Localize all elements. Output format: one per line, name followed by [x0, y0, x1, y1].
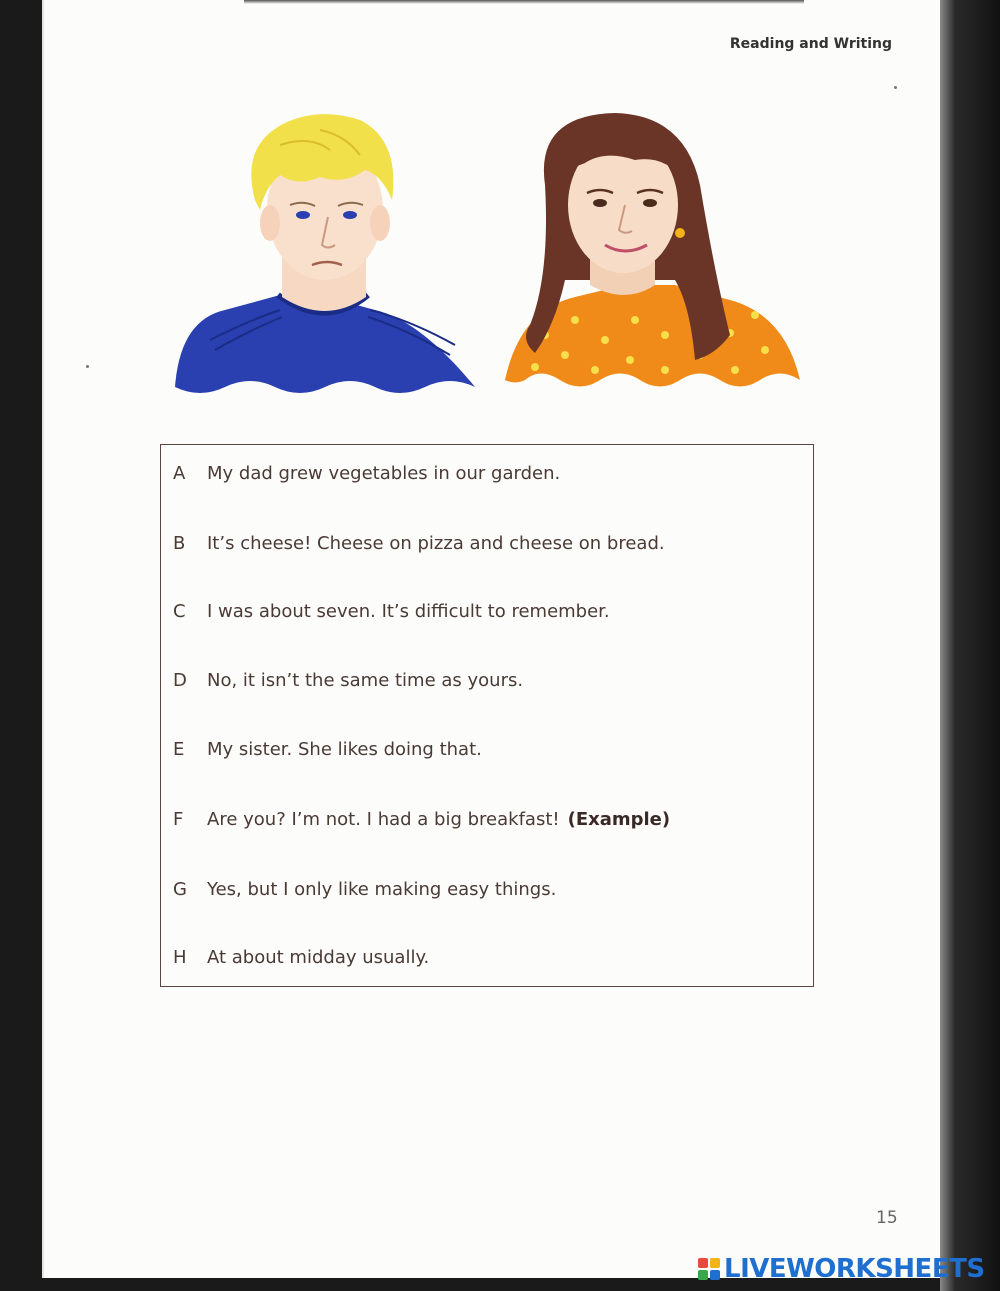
option-c[interactable]	[173, 596, 610, 626]
option-text: Yes, but I only like making easy things.	[207, 878, 557, 900]
option-letter: H	[173, 946, 187, 968]
section-title: Reading and Writing	[729, 36, 892, 52]
option-letter: A	[173, 462, 186, 484]
brand-name: LIVEWORKSHEETS	[724, 1254, 985, 1284]
scan-speck	[894, 86, 897, 89]
option-e[interactable]	[173, 734, 482, 764]
option-text: No, it isn’t the same time as yours.	[207, 669, 524, 691]
example-tag: (Example)	[567, 808, 671, 830]
logo-grid-icon	[698, 1258, 720, 1280]
option-text: At about midday usually.	[207, 946, 430, 968]
page-number: 15	[876, 1208, 898, 1228]
option-letter: G	[173, 878, 187, 900]
option-a[interactable]	[173, 458, 560, 488]
option-d[interactable]	[173, 665, 523, 695]
option-letter: E	[173, 738, 185, 760]
option-text: It’s cheese! Cheese on pizza and cheese on bread.	[207, 532, 665, 554]
scan-shadow	[244, 0, 804, 4]
option-letter: B	[173, 532, 186, 554]
option-letter: D	[173, 669, 187, 691]
option-g[interactable]	[173, 874, 556, 904]
scan-speck	[86, 365, 89, 368]
girl-illustration	[505, 113, 800, 387]
option-letter: F	[173, 808, 184, 830]
option-b[interactable]	[173, 528, 665, 558]
option-text: My sister. She likes doing that.	[207, 738, 482, 760]
illustrations	[170, 105, 810, 395]
scan-edge	[940, 0, 1000, 1291]
liveworksheets-logo[interactable]	[698, 1254, 985, 1284]
answer-options-box	[160, 444, 814, 987]
option-text: Are you? I’m not. I had a big breakfast!	[207, 808, 560, 830]
option-text: I was about seven. It’s difficult to remember.	[207, 600, 610, 622]
boy-illustration	[175, 114, 475, 393]
option-h[interactable]	[173, 942, 429, 972]
option-letter: C	[173, 600, 186, 622]
option-text: My dad grew vegetables in our garden.	[207, 462, 561, 484]
option-f[interactable]	[173, 804, 670, 834]
